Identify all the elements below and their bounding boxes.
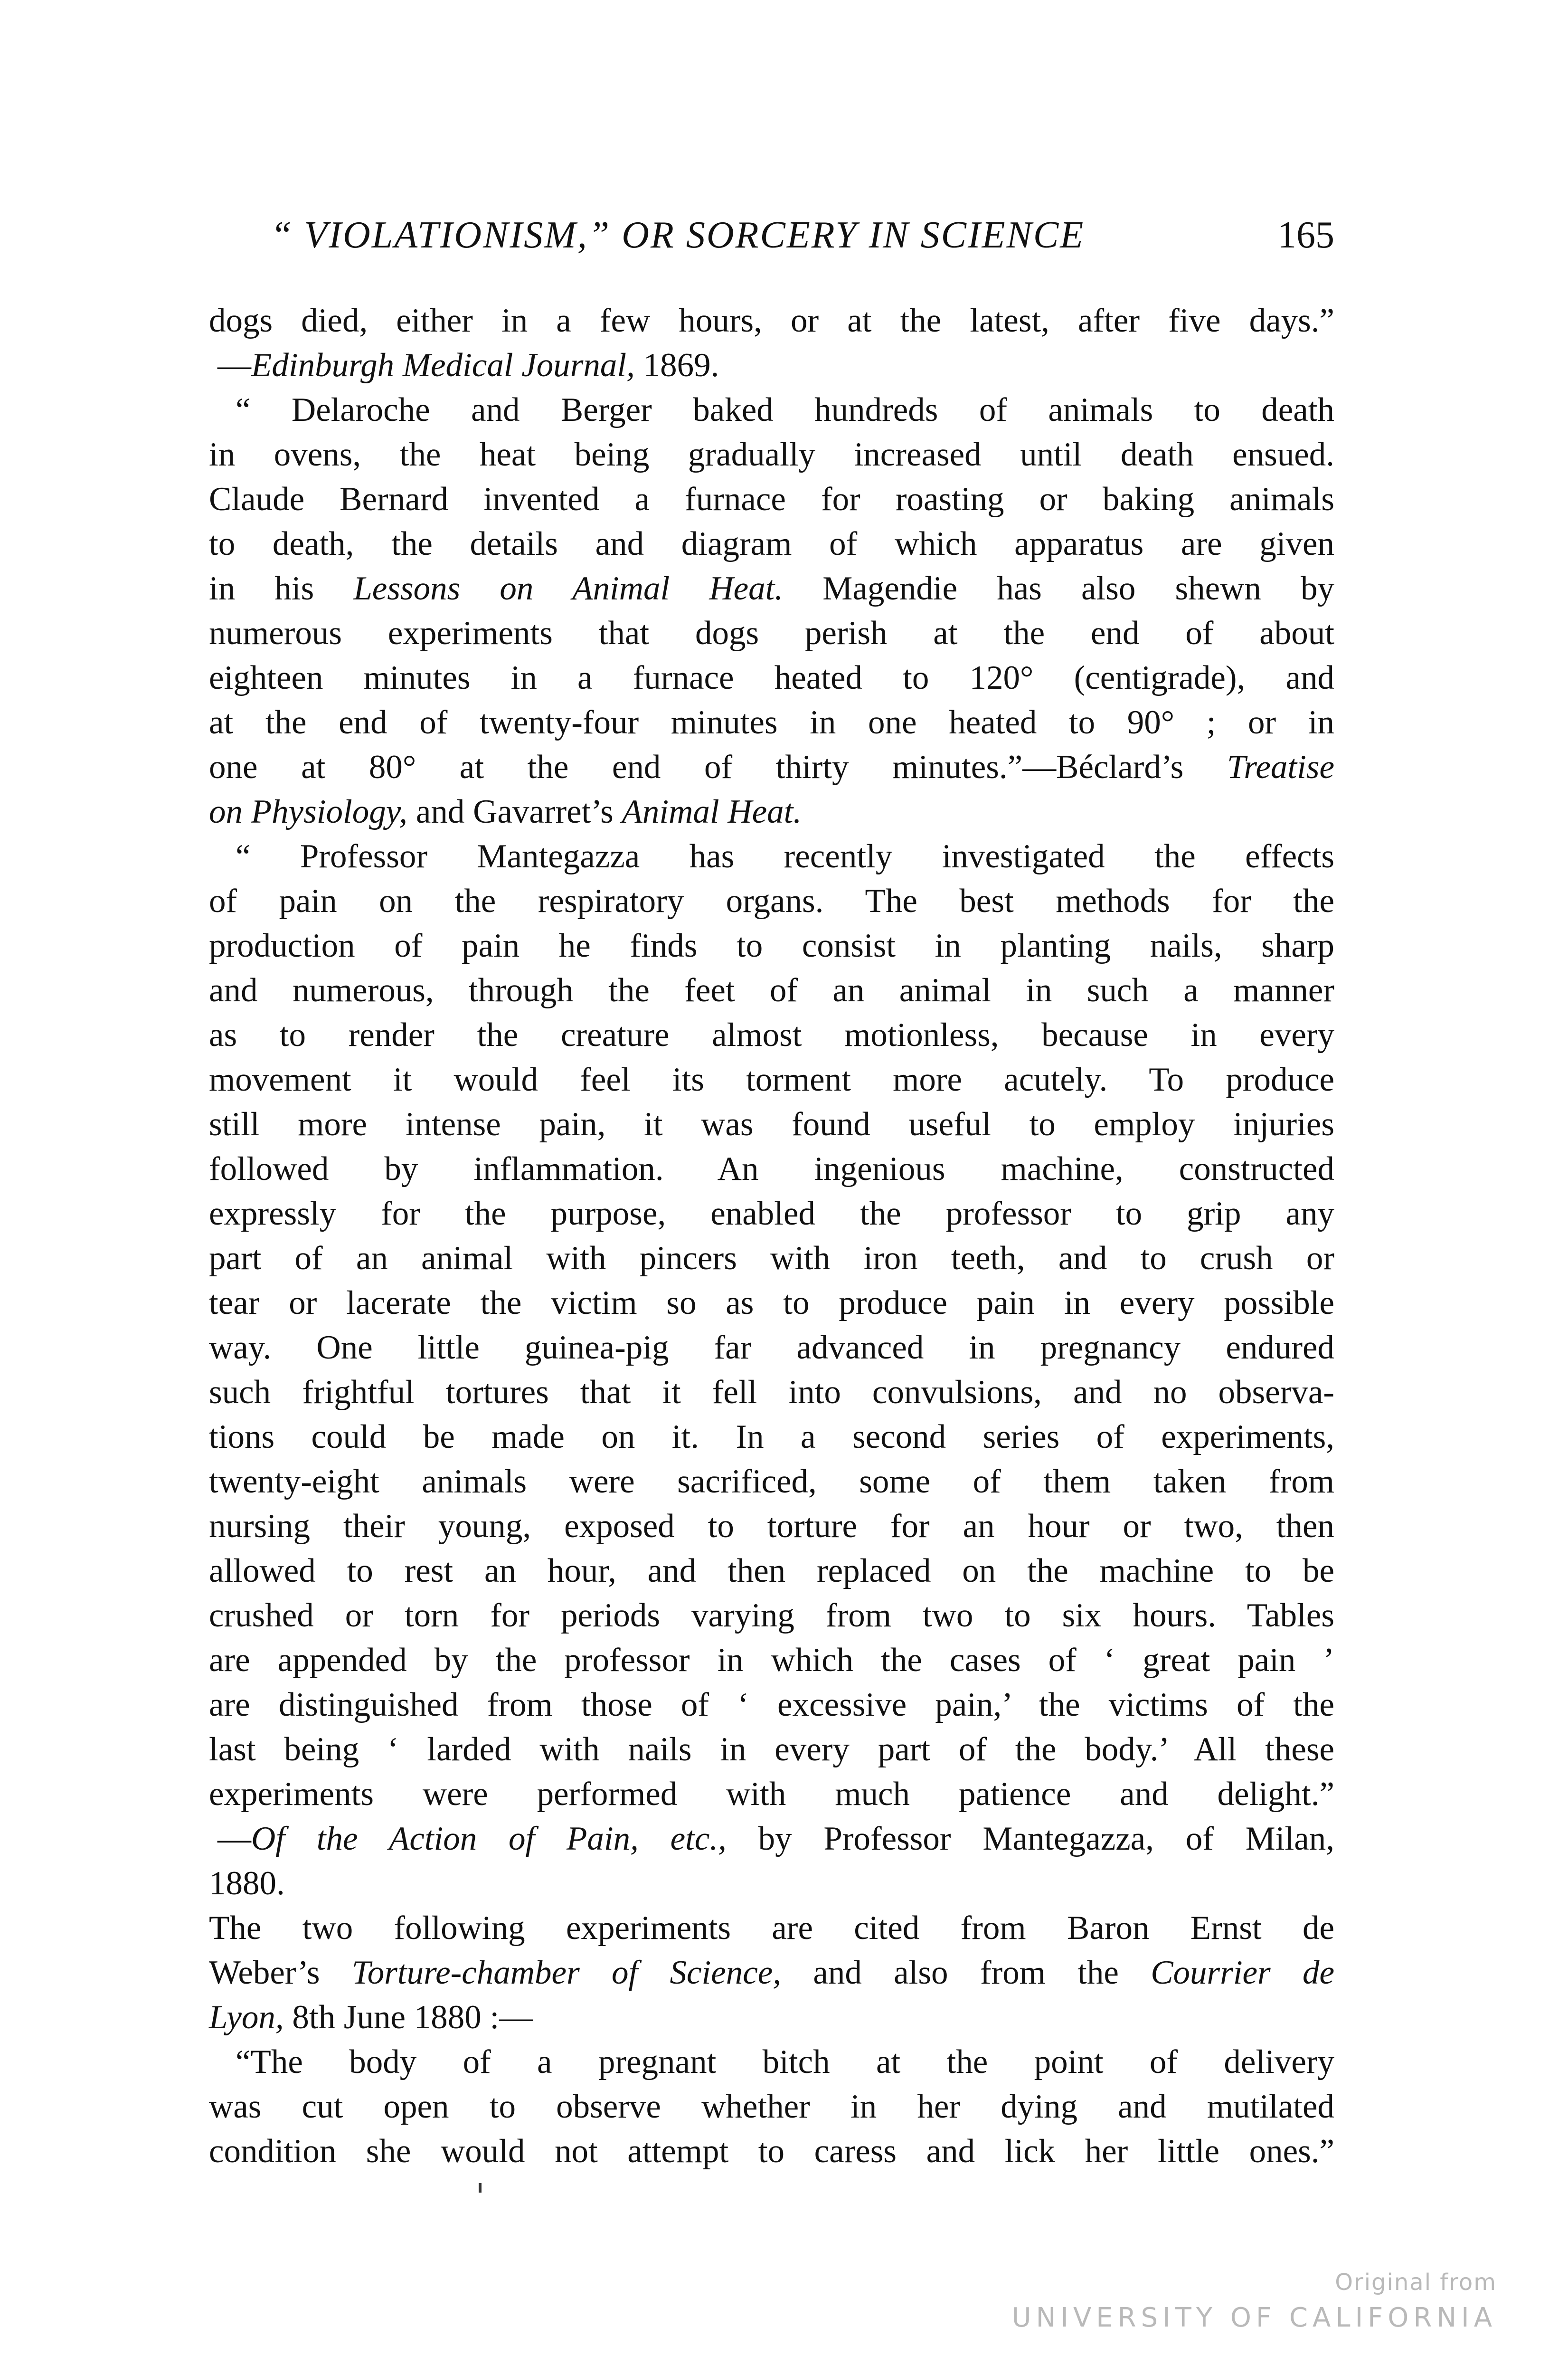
text-line: such frightful tortures that it fell into convulsions, and no observa- (209, 1374, 1334, 1411)
text-line: —Edinburgh Medical Journal, 1869. (217, 347, 719, 384)
text-line: are distinguished from those of ‘ excessive pain,’ the victims of the (209, 1686, 1334, 1723)
text-line: condition she would not attempt to caress and lick her little ones.” (209, 2133, 1334, 2170)
text-line: last being ‘ larded with nails in every part of the body.’ All these (209, 1731, 1334, 1768)
text-line: as to render the creature almost motionless, because in every (209, 1016, 1334, 1054)
citation-title: Lyon, (209, 1999, 284, 2036)
text-line: at the end of twenty-four minutes in one heated to 90° ; or in (209, 704, 1334, 741)
text-line: followed by inflammation. An ingenious machine, constructed (209, 1150, 1334, 1188)
citation-title: Torture-chamber of Science, (351, 1954, 782, 1991)
text-line: “ Delaroche and Berger baked hundreds of animals to death (236, 391, 1334, 428)
citation-title: Courrier de (1151, 1954, 1335, 1991)
body-text (209, 298, 1334, 2174)
text-line: allowed to rest an hour, and then replaced on the machine to be (209, 1552, 1334, 1589)
text-line: are appended by the professor in which the cases of ‘ great pain ’ (209, 1642, 1334, 1679)
text-line: one at 80° at the end of thirty minutes.”—Béclard’s Treatise (209, 749, 1334, 786)
text-line: still more intense pain, it was found useful to employ injuries (209, 1106, 1334, 1143)
running-head: “ VIOLATIONISM,” OR SORCERY IN SCIENCE (271, 214, 1085, 256)
text-line: Lyon, 8th June 1880 :— (209, 1999, 533, 2036)
watermark-line-1: Original from (1335, 2269, 1497, 2296)
text-line: “ Professor Mantegazza has recently investigated the effects (236, 838, 1334, 875)
text-line: of pain on the respiratory organs. The best methods for the (209, 883, 1334, 920)
text-line: tear or lacerate the victim so as to produce pain in every possible (209, 1284, 1334, 1321)
text-line: was cut open to observe whether in her dying and mutilated (209, 2088, 1334, 2125)
text-line: in ovens, the heat being gradually increased until death ensued. (209, 436, 1334, 473)
text-line: part of an animal with pincers with iron teeth, and to crush or (209, 1240, 1334, 1277)
text-line: to death, the details and diagram of which apparatus are given (209, 525, 1334, 562)
text-line: “The body of a pregnant bitch at the point of delivery (236, 2043, 1334, 2080)
text-line: dogs died, either in a few hours, or at the latest, after five days.” (209, 302, 1334, 339)
library-watermark (1012, 2266, 1497, 2337)
citation-title: on Physiology, (209, 793, 408, 830)
page-header (209, 209, 1334, 261)
stray-ink-mark (479, 2183, 482, 2193)
text-line: expressly for the purpose, enabled the professor to grip any (209, 1195, 1334, 1232)
citation-title: Lessons on Animal Heat. (353, 570, 784, 607)
text-line: way. One little guinea-pig far advanced in pregnancy endured (209, 1329, 1334, 1366)
text-line: in his Lessons on Animal Heat. Magendie has also shewn by (209, 570, 1335, 607)
text-line: twenty-eight animals were sacrificed, some of them taken from (209, 1463, 1334, 1500)
text-line: The two following experiments are cited from Baron Ernst de (209, 1910, 1334, 1947)
text-line: —Of the Action of Pain, etc., by Professor Mantegazza, of Milan, (217, 1820, 1334, 1857)
citation-title: Animal Heat. (622, 793, 802, 830)
text-line: and numerous, through the feet of an animal in such a manner (209, 972, 1334, 1009)
text-line: Weber’s Torture-chamber of Science, and also from the Courrier de (209, 1954, 1335, 1991)
text-line: experiments were performed with much patience and delight.” (209, 1776, 1334, 1813)
text-line: production of pain he finds to consist in planting nails, sharp (209, 927, 1334, 964)
text-line: movement it would feel its torment more acutely. To produce (209, 1061, 1334, 1098)
text-line: numerous experiments that dogs perish at the end of about (209, 615, 1334, 652)
text-line: eighteen minutes in a furnace heated to 120° (centigrade), and (209, 659, 1334, 696)
text-line: tions could be made on it. In a second series of experiments, (209, 1418, 1334, 1455)
text-line: on Physiology, and Gavarret’s Animal Heat. (209, 793, 802, 830)
text-line: 1880. (209, 1865, 285, 1902)
citation-title: Edinburgh Medical Journal, (251, 347, 635, 384)
text-line: nursing their young, exposed to torture for an hour or two, then (209, 1508, 1334, 1545)
text-line: Claude Bernard invented a furnace for roasting or baking animals (209, 481, 1334, 518)
page-number: 165 (1277, 214, 1334, 256)
watermark-line-2: UNIVERSITY OF CALIFORNIA (1011, 2302, 1497, 2333)
text-line: crushed or torn for periods varying from two to six hours. Tables (209, 1597, 1334, 1634)
citation-title: Of the Action of Pain, etc., (251, 1820, 727, 1857)
citation-title: Treatise (1227, 749, 1334, 786)
